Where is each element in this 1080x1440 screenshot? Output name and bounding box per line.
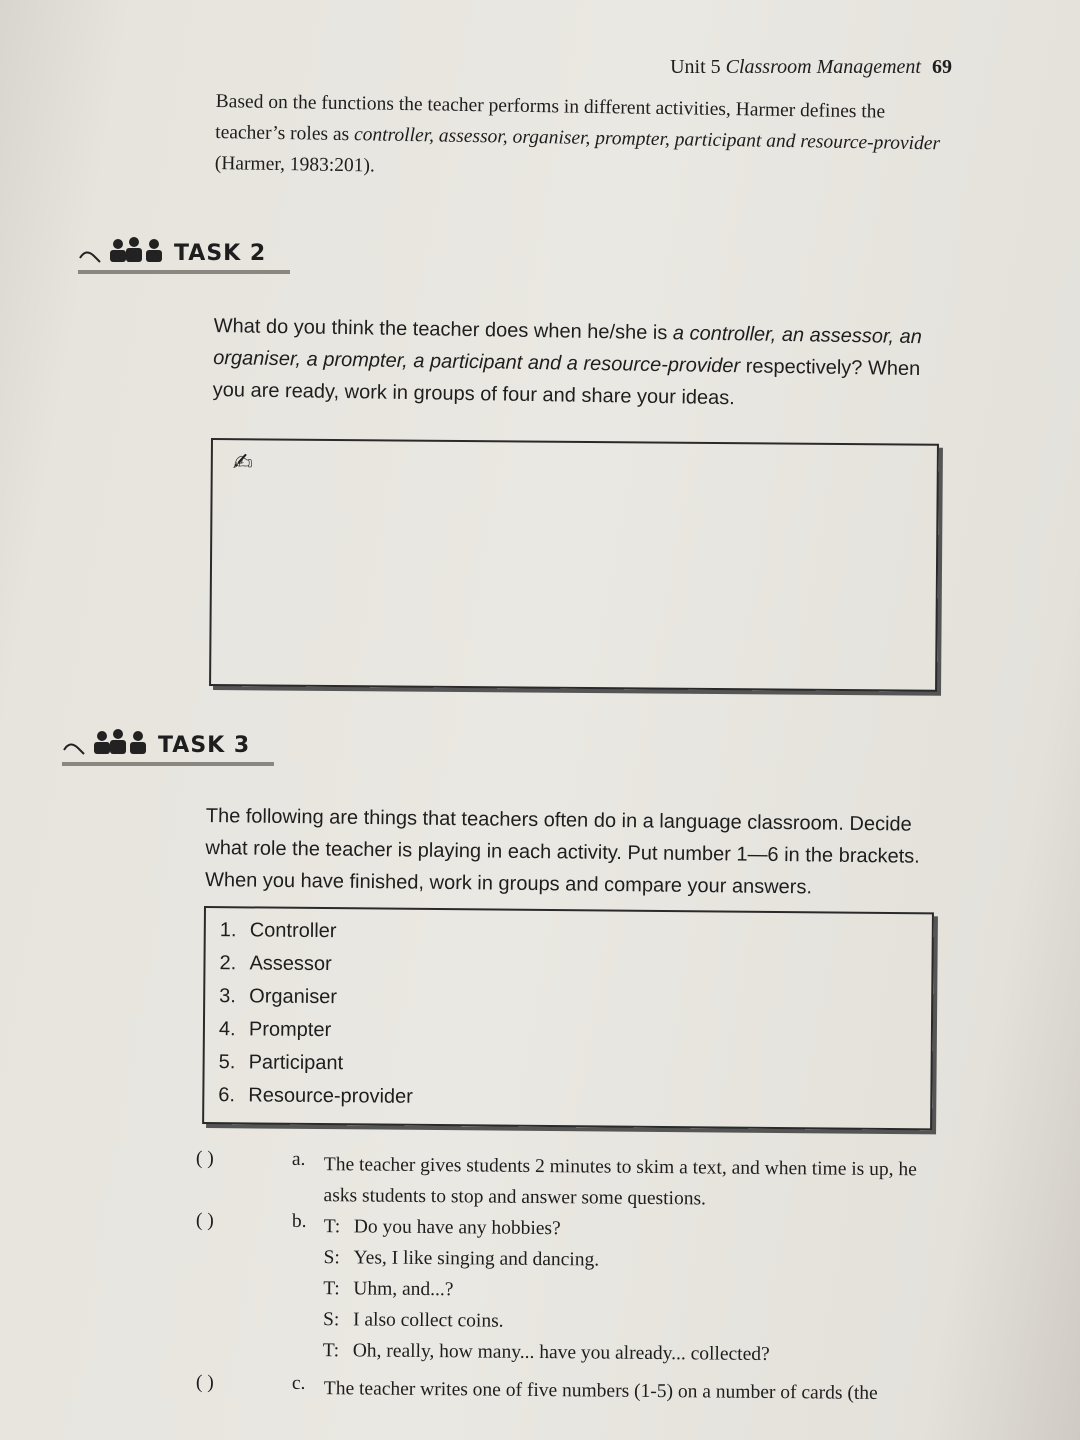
role-item: 3. Organiser — [219, 985, 338, 1009]
role-item: 6. Resource-provider — [218, 1084, 413, 1108]
page-number: 69 — [932, 56, 952, 78]
intro-citation: (Harmer, 1983:201). — [214, 152, 375, 177]
dialogue-line: S: Yes, I like singing and dancing. — [323, 1247, 600, 1271]
group-people-icon — [78, 236, 168, 266]
task2-question-end: respectively? When you are ready, work in groups of four and share your ideas. — [212, 355, 921, 410]
unit-label: Unit 5 — [670, 56, 721, 78]
dialogue — [323, 1211, 944, 1371]
task2-question-roles: a controller, an assessor, an organiser, a prompter, a participant and a resource-provider — [213, 322, 923, 378]
item-text: The teacher writes one of five numbers (1-5) on a number of cards (the — [323, 1378, 878, 1404]
task2-question — [212, 310, 949, 418]
dialogue-line: T: Uhm, and...? — [323, 1278, 454, 1301]
task3-instructions: The following are things that teachers often do in a language classroom. Decide what role the teacher is playing in each activity. Put number 1—6 in the brackets. When you have finished, work in groups and compare your answers. — [204, 804, 920, 899]
item-letter: c. — [291, 1372, 306, 1394]
item-letter: b. — [291, 1210, 307, 1232]
answer-bracket-c[interactable]: ( ) — [195, 1372, 214, 1394]
roles-list — [204, 908, 932, 1118]
dialogue-line: S: I also collect coins. — [322, 1309, 504, 1332]
task3-underline — [62, 762, 274, 766]
dialogue-line: T: Oh, really, how many... have you already... collected? — [322, 1340, 770, 1366]
item-text: The teacher gives students 2 minutes to skim a text, and when time is up, he asks students to stop and answer some questions. — [323, 1154, 917, 1210]
intro-text: Based on the functions the teacher performs in different activities, Harmer defines the teacher’s roles as — [215, 90, 886, 146]
task2-heading — [78, 236, 266, 266]
roles-box — [202, 906, 934, 1130]
task2-underline — [78, 270, 290, 274]
intro-roles: controller, assessor, organiser, prompter, participant and resource-provider — [353, 124, 941, 155]
unit-title: Classroom Management — [725, 56, 921, 78]
exercise-item-a — [195, 1148, 956, 1219]
dialogue-line: T: Do you have any hobbies? — [323, 1216, 561, 1240]
role-item: 1. Controller — [219, 919, 337, 943]
pen-writing-icon: ✍ — [232, 448, 254, 477]
exercise-item-c — [196, 1372, 956, 1413]
group-people-icon — [62, 728, 152, 758]
task2-question-text: What do you think the teacher does when he/she is — [213, 314, 674, 345]
task3-label: TASK 3 — [158, 733, 251, 758]
item-letter: a. — [291, 1148, 306, 1170]
answer-bracket-b[interactable]: ( ) — [195, 1210, 214, 1232]
exercise-item-b — [195, 1210, 956, 1377]
role-item: 5. Participant — [218, 1051, 344, 1075]
task3-heading — [62, 728, 250, 758]
running-header — [670, 56, 952, 79]
intro-paragraph — [215, 86, 952, 191]
answer-bracket-a[interactable]: ( ) — [195, 1148, 214, 1170]
task2-label: TASK 2 — [174, 241, 267, 266]
role-item: 4. Prompter — [218, 1018, 332, 1042]
answer-box[interactable] — [209, 438, 939, 692]
role-item: 2. Assessor — [219, 952, 332, 976]
